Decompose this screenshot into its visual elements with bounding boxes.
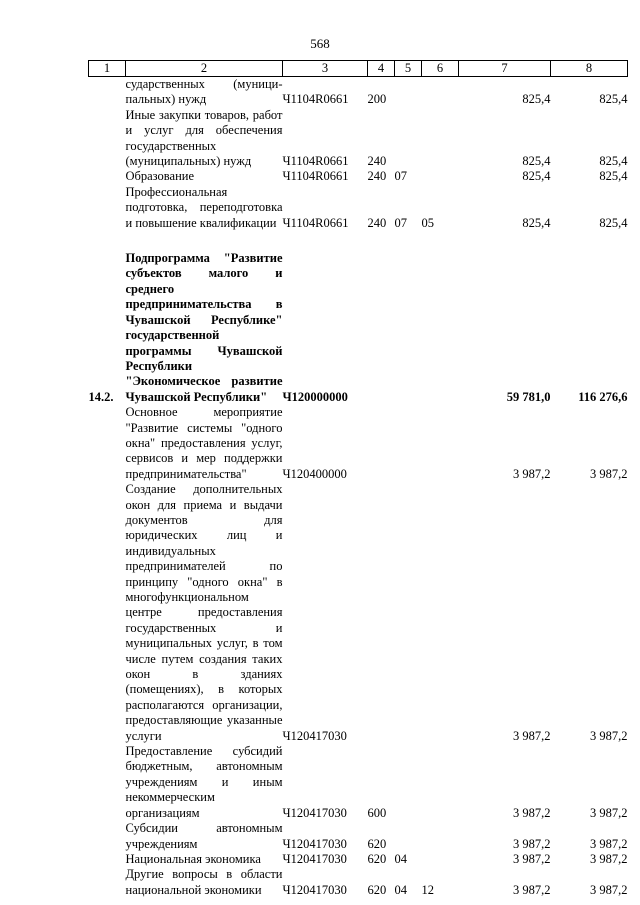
budget-table [88,60,628,898]
row-name: Образование [125,169,195,184]
row-col-5 [395,744,422,821]
row-number [89,744,126,821]
row-amount-2: 825,4 [599,92,628,107]
row-col-6 [422,405,459,482]
row-col-6: 05 [421,215,434,230]
header-col-6: 6 [422,61,459,77]
row-col-6 [422,482,459,744]
row-amount-1: 3 987,2 [513,836,551,851]
row-name: Профессиональная подготовка, переподготовка и повышение квалификации [125,184,283,230]
row-col-5 [395,251,422,405]
row-number [89,852,126,867]
table-row [89,867,628,898]
row-col-5: 07 [394,215,407,230]
table-row [89,77,628,108]
header-row [89,61,628,77]
row-name: Создание дополнительных окон для приема и выдачи документов для юридических лиц и индивидуальных предпринимателей по принципу "одного окна" в многофункциональном центре предоставления государственных и муниципальных услуг, в том числе путем создания таких окон в зданиях (помещениях), в которых располагаются организации, предоставляющие указанные услуги [125,482,283,743]
header-col-5: 5 [395,61,422,77]
row-col-4: 620 [367,882,387,897]
row-amount-2: 825,4 [599,215,628,230]
header-col-7: 7 [459,61,551,77]
table-row [89,251,628,405]
row-code: Ч120417030 [282,882,347,897]
table-row [89,744,628,821]
row-col-5 [395,821,422,852]
row-col-4: 600 [367,805,387,820]
page-number: 568 [310,36,330,51]
table-row [89,852,628,867]
header-col-8: 8 [551,61,628,77]
row-col-6 [422,744,459,821]
row-col-5 [395,405,422,482]
row-name: сударственных (муници-пальных) нужд [125,77,283,107]
row-col-6: 12 [421,882,434,897]
table-row [89,185,628,231]
row-amount-1: 825,4 [522,169,551,184]
row-name: Другие вопросы в области национальной экономики [125,867,283,897]
row-code: Ч120417030 [282,805,347,820]
row-col-5: 04 [394,882,407,897]
row-number [89,77,126,108]
table-row [89,169,628,184]
row-amount-1: 825,4 [522,154,551,169]
row-number [89,108,126,170]
row-code: Ч1104R0661 [282,92,349,107]
row-amount-1: 825,4 [522,92,551,107]
row-col-4: 620 [367,836,387,851]
row-number [89,185,126,231]
row-name: Иные закупки товаров, работ и услуг для обеспечения государственных (муниципальных) нужд [125,107,283,169]
row-col-5 [395,482,422,744]
row-code: Ч120417030 [282,836,347,851]
row-amount-1: 3 987,2 [513,851,551,866]
row-amount-2: 3 987,2 [590,805,628,820]
row-name: Национальная экономика [125,851,261,866]
row-amount-1: 3 987,2 [513,728,551,743]
header-col-2: 2 [126,61,283,77]
row-code: Ч120417030 [282,851,347,866]
row-col-6 [422,852,459,867]
row-col-5 [395,108,422,170]
row-col-6 [422,821,459,852]
row-amount-1: 59 781,0 [506,389,551,404]
row-col-4: 240 [367,169,387,184]
row-code: Ч1104R0661 [282,154,349,169]
row-col-4: 240 [367,154,387,169]
row-number [89,867,126,898]
row-number [89,405,126,482]
row-col-6 [422,169,459,184]
row-spacer [89,231,628,251]
row-col-5 [395,77,422,108]
row-name: Подпрограмма "Развитие субъектов малого и среднего предпринимательства в Чувашской Республике" государственной программы Чувашской Республики "Экономическое развитие Чувашской Республики" [125,251,283,404]
row-col-5: 04 [394,851,407,866]
row-code: Ч120417030 [282,728,347,743]
header-col-4: 4 [368,61,395,77]
row-code: Ч1104R0661 [282,215,349,230]
row-amount-2: 116 276,6 [578,389,628,404]
row-col-4: 200 [367,92,387,107]
row-col-5: 07 [394,169,407,184]
row-col-4: 620 [367,851,387,866]
row-name: Предоставление субсидий бюджетным, автономным учреждениям и иным некоммерческим организациям [125,744,283,820]
row-amount-1: 3 987,2 [513,882,551,897]
row-code: Ч1104R0661 [282,169,349,184]
row-amount-2: 825,4 [599,169,628,184]
row-code: Ч120400000 [282,466,347,481]
table-row [89,482,628,744]
row-col-4: 240 [367,215,387,230]
row-col-6 [422,77,459,108]
row-number [89,821,126,852]
row-col-4 [368,405,395,482]
row-col-4 [368,482,395,744]
row-number [89,169,126,184]
row-amount-2: 3 987,2 [590,836,628,851]
row-col-6 [422,108,459,170]
row-amount-2: 3 987,2 [590,466,628,481]
table-row [89,108,628,170]
row-amount-1: 3 987,2 [513,805,551,820]
row-name: Основное мероприятие "Развитие системы "одного окна" предоставления услуг, сервисов и мер поддержки предпринимательства" [125,405,283,481]
row-amount-2: 3 987,2 [590,882,628,897]
header-col-3: 3 [283,61,368,77]
row-amount-2: 3 987,2 [590,851,628,866]
row-amount-1: 825,4 [522,215,551,230]
table-row [89,821,628,852]
row-amount-2: 3 987,2 [590,728,628,743]
row-col-4 [368,251,395,405]
row-number: 14.2. [88,389,114,404]
row-col-6 [422,251,459,405]
row-code: Ч120000000 [282,389,348,404]
row-number [89,482,126,744]
table-row [89,405,628,482]
header-col-1: 1 [89,61,126,77]
row-name: Субсидии автономным учреждениям [125,821,283,851]
row-amount-1: 3 987,2 [513,466,551,481]
row-amount-2: 825,4 [599,154,628,169]
